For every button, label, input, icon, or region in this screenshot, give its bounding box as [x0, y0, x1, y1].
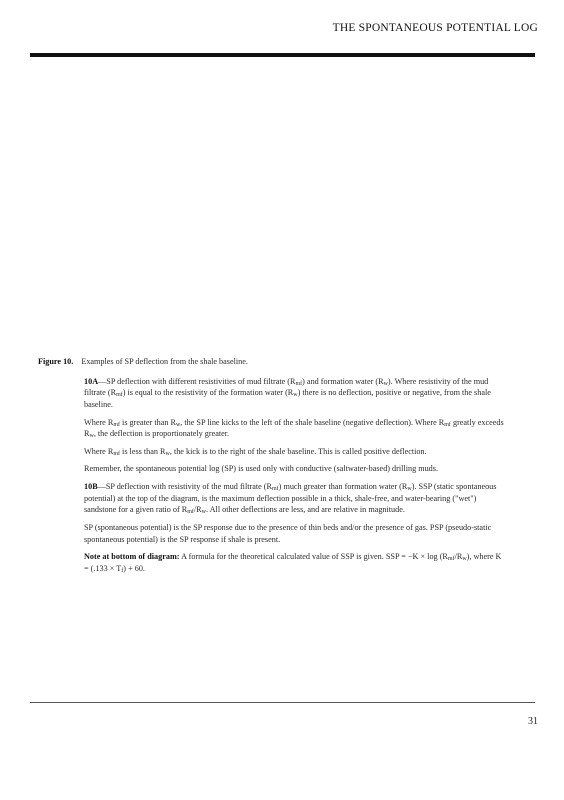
paragraph-negative-deflection: Where $R_{mf}$ is greater than $R_w$, the SP line kicks to the left of the shale baseline (negative deflection). Where $R_{mf}$ greatly exceeds $R_w$, the deflection is proportionately greater.	[84, 417, 504, 440]
paragraph-note: Note at bottom of diagram: A formula for the theoretical calculated value of SSP is given. SSP = $-K \times \log (R_{mf}/R_w)$, where $K = (.133 \times T_f) + 60$.	[84, 552, 502, 574]
running-head-title: THE SPONTANEOUS POTENTIAL LOG	[332, 22, 538, 34]
page-number: 31	[528, 716, 538, 727]
caption-body	[38, 376, 508, 575]
figure-title: Examples of SP deflection from the shale baseline.	[81, 357, 248, 366]
paragraph-10b: 10B—SP deflection with resistivity of the mud filtrate $(R_{mf})$ much greater than formation water $(R_w)$. SSP (static spontaneous potential) at the top of the diagram, is the maximum deflection possible in a thick, shale-free, and water-bearing ("wet") sandstone for a given ratio of $R_{mf}/R_w$. All other deflections are less, and are relative in magnitude.	[84, 482, 497, 516]
footer-rule	[30, 702, 535, 703]
paragraph-remember: Remember, the spontaneous potential log (SP) is used only with conductive (saltwater-based) drilling muds.	[84, 464, 439, 474]
header-rule	[30, 53, 535, 57]
paragraph-10a: 10A—SP deflection with different resistivities of mud filtrate $(R_{mf})$ and formation water $(R_w)$. Where resistivity of the mud filtrate $(R_{mf})$ is equal to the resistivity of the formation water $(R_w)$ there is no deflection, positive or negative, from the shale baseline.	[84, 376, 491, 409]
figure-caption	[38, 356, 508, 581]
figure-caption-title	[38, 356, 508, 368]
paragraph-positive-deflection: Where $R_{mf}$ is less than $R_w$, the kick is to the right of the shale baseline. This is called positive deflection.	[84, 446, 427, 457]
paragraph-sp-psp: SP (spontaneous potential) is the SP response due to the presence of thin beds and/or the presence of gas. PSP (pseudo-static spontaneous potential) is the SP response if shale is present.	[84, 523, 492, 544]
figure-number: Figure 10.	[38, 357, 74, 366]
